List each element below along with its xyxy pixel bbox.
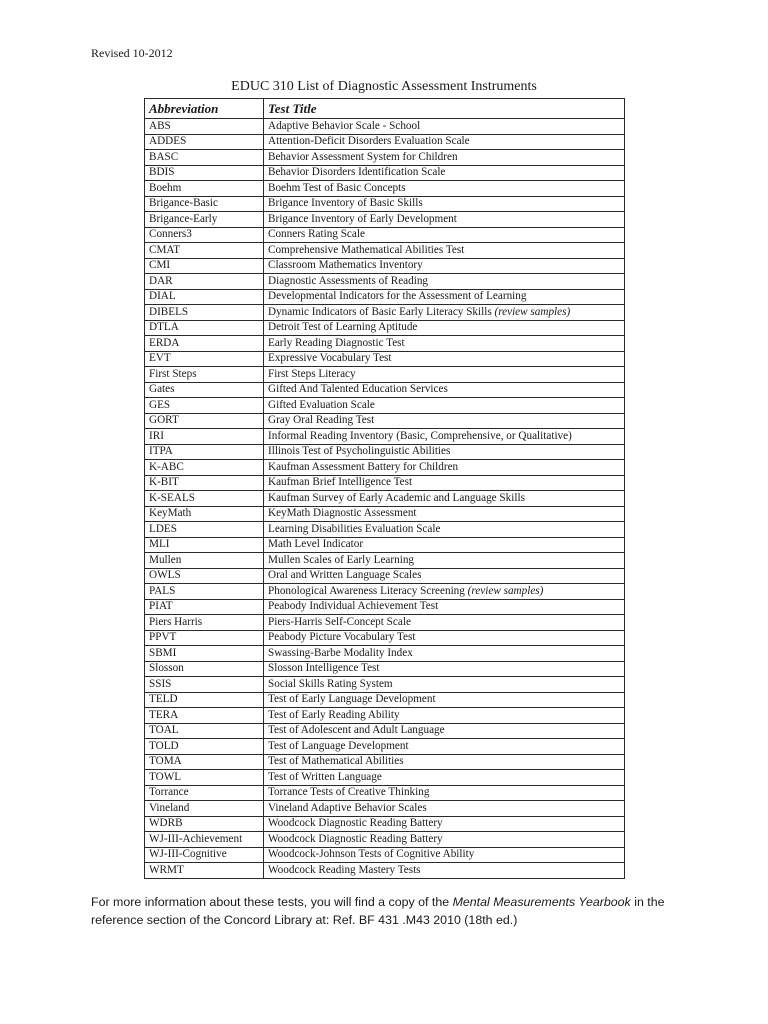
test-title-cell <box>264 785 625 801</box>
table-row <box>145 816 625 832</box>
table-row <box>145 274 625 290</box>
test-title-text: Woodcock Diagnostic Reading Battery <box>268 817 443 830</box>
table-row <box>145 305 625 321</box>
abbreviation-cell: WRMT <box>145 863 264 879</box>
table-row <box>145 630 625 646</box>
test-title-text: Developmental Indicators for the Assessment of Learning <box>268 290 527 303</box>
test-title-text: Swassing-Barbe Modality Index <box>268 646 413 659</box>
test-title-text: Peabody Picture Vocabulary Test <box>268 631 416 644</box>
review-samples-note: (review samples) <box>467 584 544 597</box>
test-title-cell <box>264 475 625 491</box>
test-title-text: Classroom Mathematics Inventory <box>268 259 423 272</box>
table-row <box>145 553 625 569</box>
test-title-cell <box>264 863 625 879</box>
table-row <box>145 227 625 243</box>
abbreviation-cell: LDES <box>145 522 264 538</box>
test-title-text: Test of Early Language Development <box>268 693 436 706</box>
table-row <box>145 522 625 538</box>
test-title-cell <box>264 584 625 600</box>
test-title-cell <box>264 770 625 786</box>
test-title-cell <box>264 816 625 832</box>
table-row <box>145 754 625 770</box>
table-row <box>145 413 625 429</box>
abbreviation-cell: SBMI <box>145 646 264 662</box>
table-row <box>145 150 625 166</box>
test-title-cell <box>264 289 625 305</box>
test-title-text: Gray Oral Reading Test <box>268 414 375 427</box>
table-row <box>145 351 625 367</box>
abbreviation-cell: ERDA <box>145 336 264 352</box>
test-title-text: Gifted And Talented Education Services <box>268 383 448 396</box>
test-title-text: First Steps Literacy <box>268 367 356 380</box>
abbreviation-cell: TOLD <box>145 739 264 755</box>
abbreviation-cell: BDIS <box>145 165 264 181</box>
test-title-cell <box>264 708 625 724</box>
test-title-cell <box>264 723 625 739</box>
test-title-cell <box>264 413 625 429</box>
table-row <box>145 165 625 181</box>
table-row <box>145 119 625 135</box>
abbreviation-cell: EVT <box>145 351 264 367</box>
table-row <box>145 847 625 863</box>
abbreviation-cell: DTLA <box>145 320 264 336</box>
test-title-cell <box>264 150 625 166</box>
test-title-text: Gifted Evaluation Scale <box>268 398 375 411</box>
test-title-text: Woodcock-Johnson Tests of Cognitive Ability <box>268 848 475 861</box>
test-title-text: Detroit Test of Learning Aptitude <box>268 321 418 334</box>
table-row <box>145 568 625 584</box>
abbreviation-cell: BASC <box>145 150 264 166</box>
footer-line-1-text: For more information about these tests, you will find a copy of the <box>91 895 453 909</box>
test-title-cell <box>264 429 625 445</box>
abbreviation-cell: First Steps <box>145 367 264 383</box>
test-title-text: Slosson Intelligence Test <box>268 662 380 675</box>
assessment-table <box>144 98 625 879</box>
test-title-text: Early Reading Diagnostic Test <box>268 336 405 349</box>
test-title-cell <box>264 491 625 507</box>
test-title-text: Woodcock Reading Mastery Tests <box>268 863 421 876</box>
abbreviation-cell: GORT <box>145 413 264 429</box>
abbreviation-cell: PPVT <box>145 630 264 646</box>
abbreviation-cell: K-ABC <box>145 460 264 476</box>
abbreviation-cell: ADDES <box>145 134 264 150</box>
abbreviation-cell: TOMA <box>145 754 264 770</box>
test-title-cell <box>264 537 625 553</box>
table-row <box>145 336 625 352</box>
test-title-text: Boehm Test of Basic Concepts <box>268 181 406 194</box>
footer-note <box>91 893 691 929</box>
test-title-text: Mullen Scales of Early Learning <box>268 553 415 566</box>
table-row <box>145 258 625 274</box>
abbreviation-cell: Gates <box>145 382 264 398</box>
table-row <box>145 832 625 848</box>
table-row <box>145 429 625 445</box>
table-row <box>145 739 625 755</box>
abbreviation-cell: DIBELS <box>145 305 264 321</box>
test-title-cell <box>264 801 625 817</box>
test-title-cell <box>264 692 625 708</box>
test-title-text: Piers-Harris Self-Concept Scale <box>268 615 411 628</box>
table-row <box>145 181 625 197</box>
test-title-cell <box>264 227 625 243</box>
test-title-text: Oral and Written Language Scales <box>268 569 422 582</box>
table-row <box>145 661 625 677</box>
footer-line-2: reference section of the Concord Library at: Ref. BF 431 .M43 2010 (18th ed.) <box>91 913 518 927</box>
table-row <box>145 801 625 817</box>
table-row <box>145 382 625 398</box>
test-title-cell <box>264 336 625 352</box>
abbreviation-cell: Slosson <box>145 661 264 677</box>
test-title-text: Torrance Tests of Creative Thinking <box>268 786 430 799</box>
table-row <box>145 320 625 336</box>
test-title-text: Behavior Disorders Identification Scale <box>268 166 446 179</box>
test-title-text: Brigance Inventory of Basic Skills <box>268 197 423 210</box>
table-row <box>145 398 625 414</box>
test-title-cell <box>264 646 625 662</box>
test-title-cell <box>264 274 625 290</box>
test-title-text: Kaufman Brief Intelligence Test <box>268 476 413 489</box>
table-row <box>145 677 625 693</box>
abbreviation-cell: CMAT <box>145 243 264 259</box>
abbreviation-cell: K-SEALS <box>145 491 264 507</box>
revision-date: Revised 10-2012 <box>91 46 173 60</box>
table-row <box>145 460 625 476</box>
table-row <box>145 506 625 522</box>
table-body <box>145 119 625 879</box>
yearbook-title: Mental Measurements Yearbook <box>452 895 631 909</box>
test-title-cell <box>264 568 625 584</box>
abbreviation-cell: KeyMath <box>145 506 264 522</box>
test-title-cell <box>264 398 625 414</box>
column-header-abbreviation: Abbreviation <box>145 99 264 119</box>
footer-line-1 <box>91 893 691 911</box>
test-title-text: Learning Disabilities Evaluation Scale <box>268 522 441 535</box>
abbreviation-cell: Boehm <box>145 181 264 197</box>
table-row <box>145 863 625 879</box>
abbreviation-cell: TELD <box>145 692 264 708</box>
review-samples-note: (review samples) <box>494 305 571 318</box>
test-title-cell <box>264 196 625 212</box>
test-title-cell <box>264 134 625 150</box>
test-title-cell <box>264 847 625 863</box>
test-title-text: Kaufman Assessment Battery for Children <box>268 460 459 473</box>
abbreviation-cell: TOAL <box>145 723 264 739</box>
test-title-cell <box>264 444 625 460</box>
test-title-text: Comprehensive Mathematical Abilities Test <box>268 243 465 256</box>
abbreviation-cell: OWLS <box>145 568 264 584</box>
abbreviation-cell: Conners3 <box>145 227 264 243</box>
test-title-cell <box>264 661 625 677</box>
abbreviation-cell: IRI <box>145 429 264 445</box>
test-title-text: Test of Written Language <box>268 770 382 783</box>
table-row <box>145 367 625 383</box>
test-title-text: Adaptive Behavior Scale - School <box>268 119 421 132</box>
test-title-cell <box>264 832 625 848</box>
test-title-text: Conners Rating Scale <box>268 228 365 241</box>
test-title-cell <box>264 677 625 693</box>
abbreviation-cell: WJ-III-Achievement <box>145 832 264 848</box>
abbreviation-cell: Brigance-Early <box>145 212 264 228</box>
test-title-cell <box>264 382 625 398</box>
test-title-cell <box>264 351 625 367</box>
test-title-text: Vineland Adaptive Behavior Scales <box>268 801 427 814</box>
table-row <box>145 537 625 553</box>
abbreviation-cell: TERA <box>145 708 264 724</box>
abbreviation-cell: MLI <box>145 537 264 553</box>
abbreviation-cell: CMI <box>145 258 264 274</box>
test-title-cell <box>264 320 625 336</box>
test-title-cell <box>264 506 625 522</box>
abbreviation-cell: GES <box>145 398 264 414</box>
page-title: EDUC 310 List of Diagnostic Assessment Instruments <box>231 79 537 94</box>
abbreviation-cell: ITPA <box>145 444 264 460</box>
abbreviation-cell: Mullen <box>145 553 264 569</box>
test-title-text: Dynamic Indicators of Basic Early Literacy Skills <box>268 305 492 318</box>
test-title-cell <box>264 739 625 755</box>
test-title-text: Test of Mathematical Abilities <box>268 755 404 768</box>
test-title-cell <box>264 630 625 646</box>
abbreviation-cell: DAR <box>145 274 264 290</box>
table-row <box>145 599 625 615</box>
table-row <box>145 243 625 259</box>
table-row <box>145 196 625 212</box>
table-row <box>145 475 625 491</box>
table-header-row <box>145 99 625 119</box>
abbreviation-cell: Brigance-Basic <box>145 196 264 212</box>
table-row <box>145 770 625 786</box>
test-title-cell <box>264 243 625 259</box>
test-title-text: Phonological Awareness Literacy Screening <box>268 584 465 597</box>
table-row <box>145 723 625 739</box>
table-row <box>145 615 625 631</box>
test-title-text: Peabody Individual Achievement Test <box>268 600 439 613</box>
abbreviation-cell: WJ-III-Cognitive <box>145 847 264 863</box>
footer-line-1-end: in the <box>630 895 665 909</box>
table-row <box>145 708 625 724</box>
abbreviation-cell: Torrance <box>145 785 264 801</box>
abbreviation-cell: PALS <box>145 584 264 600</box>
abbreviation-cell: ABS <box>145 119 264 135</box>
test-title-text: Brigance Inventory of Early Development <box>268 212 457 225</box>
column-header-test-title: Test Title <box>264 99 625 119</box>
test-title-cell <box>264 305 625 321</box>
abbreviation-cell: Vineland <box>145 801 264 817</box>
abbreviation-cell: Piers Harris <box>145 615 264 631</box>
test-title-cell <box>264 212 625 228</box>
test-title-cell <box>264 754 625 770</box>
table-row <box>145 289 625 305</box>
test-title-cell <box>264 522 625 538</box>
test-title-cell <box>264 599 625 615</box>
table-row <box>145 785 625 801</box>
test-title-text: Test of Language Development <box>268 739 409 752</box>
test-title-text: KeyMath Diagnostic Assessment <box>268 507 417 520</box>
abbreviation-cell: DIAL <box>145 289 264 305</box>
table-row <box>145 212 625 228</box>
test-title-cell <box>264 119 625 135</box>
test-title-cell <box>264 165 625 181</box>
test-title-text: Social Skills Rating System <box>268 677 393 690</box>
abbreviation-cell: SSIS <box>145 677 264 693</box>
test-title-text: Kaufman Survey of Early Academic and Language Skills <box>268 491 525 504</box>
test-title-text: Attention-Deficit Disorders Evaluation Scale <box>268 135 470 148</box>
test-title-text: Test of Early Reading Ability <box>268 708 400 721</box>
table-row <box>145 134 625 150</box>
test-title-cell <box>264 460 625 476</box>
test-title-text: Informal Reading Inventory (Basic, Comprehensive, or Qualitative) <box>268 429 572 442</box>
abbreviation-cell: WDRB <box>145 816 264 832</box>
abbreviation-cell: K-BIT <box>145 475 264 491</box>
abbreviation-cell: PIAT <box>145 599 264 615</box>
test-title-text: Math Level Indicator <box>268 538 364 551</box>
abbreviation-cell: TOWL <box>145 770 264 786</box>
table-row <box>145 491 625 507</box>
test-title-text: Behavior Assessment System for Children <box>268 150 458 163</box>
table-row <box>145 584 625 600</box>
table-row <box>145 646 625 662</box>
test-title-cell <box>264 181 625 197</box>
test-title-text: Illinois Test of Psycholinguistic Abilities <box>268 445 451 458</box>
test-title-cell <box>264 367 625 383</box>
test-title-cell <box>264 615 625 631</box>
test-title-text: Test of Adolescent and Adult Language <box>268 724 445 737</box>
test-title-cell <box>264 258 625 274</box>
table-row <box>145 444 625 460</box>
test-title-text: Diagnostic Assessments of Reading <box>268 274 429 287</box>
test-title-text: Expressive Vocabulary Test <box>268 352 392 365</box>
test-title-cell <box>264 553 625 569</box>
test-title-text: Woodcock Diagnostic Reading Battery <box>268 832 443 845</box>
table-row <box>145 692 625 708</box>
